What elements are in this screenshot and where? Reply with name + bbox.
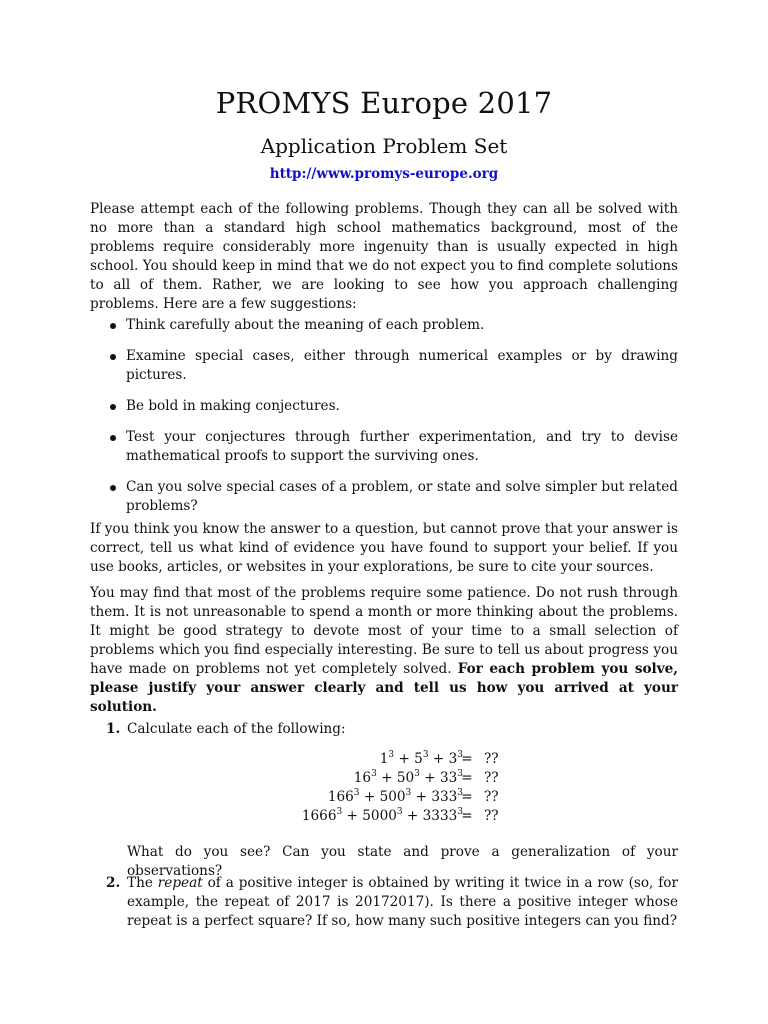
equation-row: $166^3 + 500^3 + 333^3$ = ?? (327, 788, 499, 805)
patience-paragraph: You may find that most of the problems require some patience. Do not rush through them. It is not unreasonable to spend a month or more thinking about the problems. It might be good strategy to devote most of your time to a small selection of problems which you find especially interesting. Be sure to tell us about progress you have made on problems not yet completely solved. For each problem you solve, please justify your answer clearly and tell us how you arrived at your solution. (90, 585, 678, 715)
problem-intro: Calculate each of the following: (127, 721, 346, 737)
problem-question: What do you see? Can you state and prove a generalization of your observations? (127, 844, 678, 879)
equation-row: $16^3 + 50^3 + 33^3$ = ?? (353, 769, 499, 786)
list-item: Can you solve special cases of a problem, or state and solve simpler but related problems? (90, 478, 678, 516)
bullet-icon (110, 323, 116, 329)
problem-2 (90, 874, 678, 931)
website-link[interactable]: http://www.promys-europe.org (269, 166, 499, 182)
problem-number: 1. (106, 721, 121, 737)
bullet-icon (110, 435, 116, 441)
problem-1 (90, 720, 678, 879)
evidence-paragraph: If you think you know the answer to a question, but cannot prove that your answer is correct, tell us what kind of evidence you have found to support your belief. If you use books, articles, or websites in your explorations, be sure to cite your sources. (90, 521, 678, 575)
equation-row: $1666^3 + 5000^3 + 3333^3$ = ?? (301, 807, 499, 824)
page-title: PROMYS Europe 2017 (215, 86, 553, 120)
page-subtitle: Application Problem Set (260, 134, 508, 158)
list-item: Think carefully about the meaning of each problem. (90, 316, 678, 335)
list-item: Be bold in making conjectures. (90, 397, 678, 416)
list-item: Examine special cases, either through numerical examples or by drawing pictures. (90, 347, 678, 385)
equation-block (127, 750, 678, 826)
bullet-icon (110, 485, 116, 491)
bullet-icon (110, 354, 116, 360)
list-item: Test your conjectures through further experimentation, and try to devise mathematical proofs to support the surviving ones. (90, 428, 678, 466)
intro-paragraph: Please attempt each of the following problems. Though they can all be solved with no more than a standard high school mathematics background, most of the problems require considerably more ingenuity than is usually expected in high school. You should keep in mind that we do not expect you to find complete solutions to all of them. Rather, we are looking to see how you approach challenging problems. Here are a few suggestions: (90, 201, 678, 312)
defined-term: repeat (157, 875, 203, 891)
bullet-icon (110, 404, 116, 410)
suggestion-list (90, 316, 678, 528)
equation-row: $1^3 + 5^3 + 3^3$ = ?? (379, 750, 499, 767)
problem-number: 2. (106, 875, 121, 891)
problem-text: The repeat of a positive integer is obtained by writing it twice in a row (so, for example, the repeat of 2017 is 20172017). Is there a positive integer whose repeat is a perfect square? If so, how many such positive integers can you find? (127, 875, 678, 929)
justification-note: For each problem you solve, please justify your answer clearly and tell us how you arrived at your solution. (90, 661, 678, 715)
